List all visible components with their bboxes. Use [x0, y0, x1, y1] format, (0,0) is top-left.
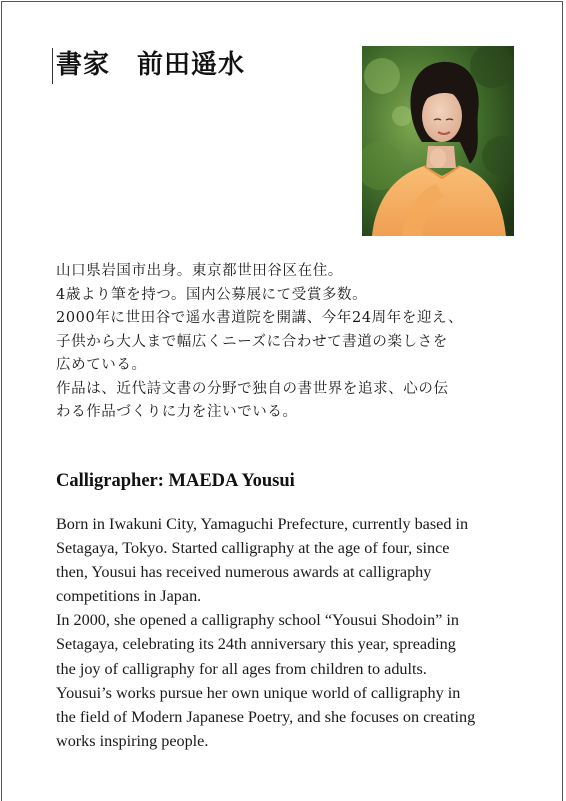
- english-bio-line: In 2000, she opened a calligraphy school “Yousui Shodoin” in: [56, 611, 459, 630]
- english-bio-line: the field of Modern Japanese Poetry, and she focuses on creating: [56, 707, 476, 726]
- english-bio-line: the joy of calligraphy for all ages from children to adults.: [56, 659, 427, 678]
- english-bio[interactable]: [56, 512, 526, 753]
- portrait-photo: [362, 46, 514, 236]
- english-heading[interactable]: Calligrapher: MAEDA Yousui: [56, 471, 295, 491]
- japanese-bio-line: 広めている。: [56, 357, 147, 373]
- document-page: [1, 1, 563, 801]
- japanese-bio-line: 4歳より筆を持つ。国内公募展にて受賞多数。: [56, 286, 368, 303]
- english-bio-line: Born in Iwakuni City, Yamaguchi Prefecture, currently based in: [56, 515, 469, 533]
- japanese-heading[interactable]: 書家 前田遥水: [56, 50, 246, 80]
- text-cursor: [52, 48, 53, 84]
- english-bio-line: works inspiring people.: [56, 731, 209, 750]
- english-bio-line: Setagaya, celebrating its 24th anniversary this year, spreading: [56, 635, 456, 654]
- japanese-bio-line: 2000年に世田谷で遥水書道院を開講、今年24周年を迎え、: [56, 310, 464, 326]
- english-bio-line: competitions in Japan.: [56, 587, 202, 606]
- english-bio-line: then, Yousui has received numerous awards at calligraphy: [56, 563, 432, 582]
- japanese-bio-line: 山口県岩国市出身。東京都世田谷区在住。: [56, 263, 343, 279]
- japanese-bio-line: 作品は、近代詩文書の分野で独自の書世界を追求、心の伝: [56, 380, 449, 397]
- japanese-bio-line: 子供から大人まで幅広くニーズに合わせて書道の楽しさを: [56, 333, 448, 350]
- japanese-bio-line: わる作品づくりに力を注いでいる。: [56, 404, 298, 420]
- japanese-bio[interactable]: [56, 260, 516, 425]
- english-bio-line: Yousui’s works pursue her own unique world of calligraphy in: [56, 683, 461, 702]
- english-bio-line: Setagaya, Tokyo. Started calligraphy at the age of four, since: [56, 539, 450, 558]
